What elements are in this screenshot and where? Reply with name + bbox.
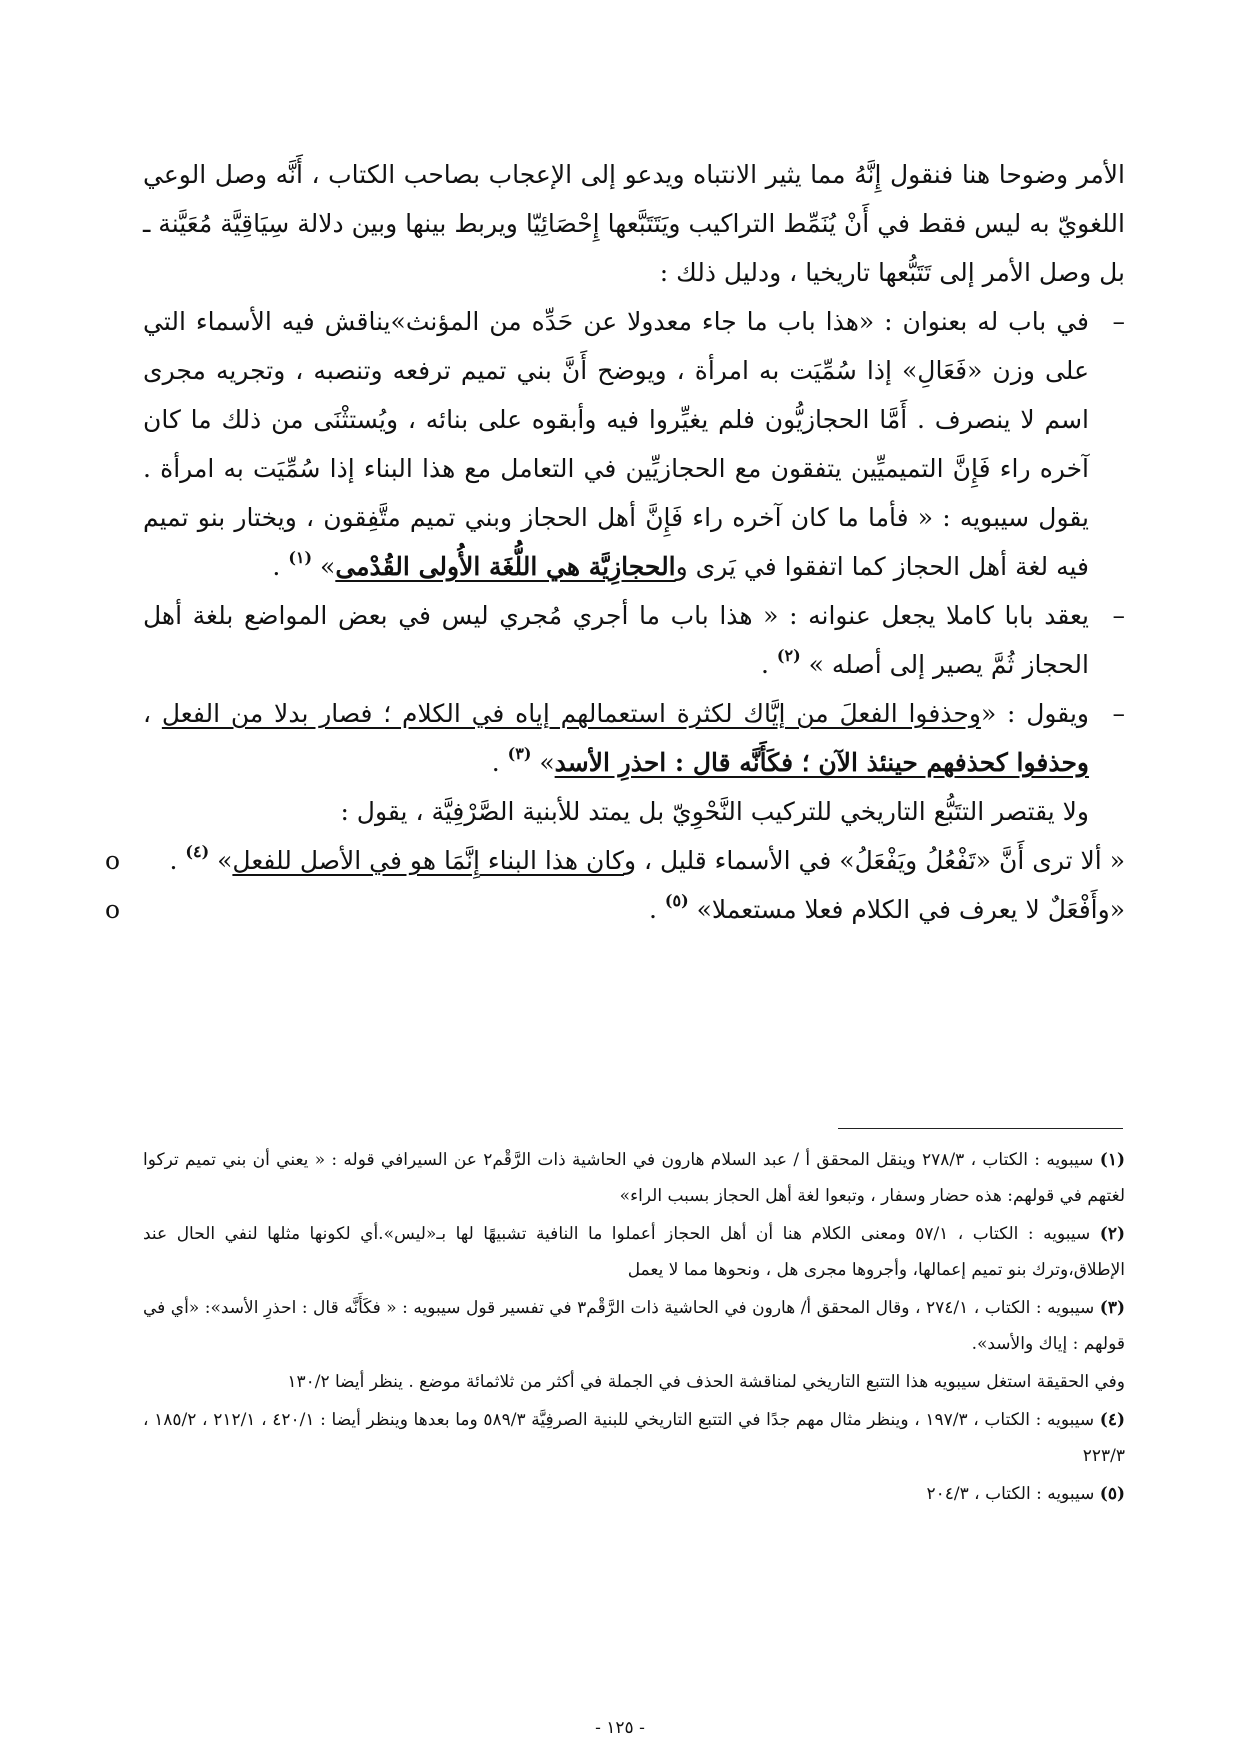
- footnote-number: (٥): [1099, 1484, 1125, 1504]
- morph-intro-paragraph: ولا يقتصر التتَبُّع التاريخي للتركيب النَّحْوِيّ بل يمتد للأبنية الصَّرْفِيَّة ، يقول :: [340, 797, 1089, 826]
- footnote-ref: (٥): [664, 891, 689, 910]
- sentence-end: .: [491, 748, 508, 777]
- footnote-text: سيبويه : الكتاب ، ٢٧٤/١ ، وقال المحقق أ/ هارون في الحاشية ذات الرَّقْم٣ في تفسير قول سيبويه : « فكَأَنَّه قال : احذرِ الأسد»: «أي في قولهم : إياك والأسد».: [143, 1298, 1125, 1354]
- bullet-text: يعقد بابا كاملا يجعل عنوانه : « هذا باب ما أجري مُجري ليس في بعض المواضع بلغة أهل الحجاز ثُمَّ يصير إلى أصله »: [143, 601, 1089, 679]
- circle-text: « ألا ترى أَنَّ «تَفْعُلُ ويَفْعَلُ» في الأسماء قليل ، و: [623, 846, 1125, 875]
- main-text: [105, 150, 1125, 934]
- footnote-number: (٤): [1099, 1410, 1126, 1430]
- circle-bullet-icon: o: [105, 846, 121, 875]
- footnote: [143, 1142, 1125, 1214]
- footnote: [143, 1402, 1125, 1474]
- footnote-ref: (٣): [507, 744, 532, 763]
- bullet-item: [143, 689, 1125, 787]
- intro-paragraph: الأمر وضوحا هنا فنقول إِنَّهُ مما يثير الانتباه ويدعو إلى الإعجاب بصاحب الكتاب ، أَنَّه وصل الوعي اللغويّ به ليس فقط في أَنْ يُنَمِّط التراكيب ويَتَتَبَّعها إِحْصَائِيّا ويربط بينها وبين دلالة سِيَاقِيَّة مُعَيَّنة ـ بل وصل الأمر إلى تَتَبُّعها تاريخيا ، ودليل ذلك :: [143, 160, 1125, 287]
- underlined-quote: كان هذا البناء إِنَّمَا هو في الأصل للفعل: [232, 846, 624, 875]
- footnote: [143, 1476, 1125, 1512]
- footnote-ref: (٤): [185, 842, 210, 861]
- footnote-text: سيبويه : الكتاب ، ٥٧/١ ومعنى الكلام هنا أن أهل الحجاز أعملوا ما النافية تشبيهًا لها بـ«ليس».أي لكونها مثلها لنفي الحال عند الإطلاق،وترك بنو تميم إعمالها، وأجروها مجرى هل ، ونحوها مما لا يعمل: [143, 1224, 1125, 1280]
- footnote-number: (٣): [1099, 1298, 1125, 1318]
- dash-bullet-icon: –: [1112, 699, 1125, 728]
- footnote-text: سيبويه : الكتاب ، ٢٧٨/٣ وينقل المحقق أ / عبد السلام هارون في الحاشية ذات الرَّقْم٢ عن السيرافي قوله : « يعني أن بني تميم تركوا لغتهم في قولهم: هذه حضار وسفار ، وتبعوا لغة أهل الحجاز بسبب الراء»: [143, 1150, 1125, 1206]
- footnote: [143, 1364, 1125, 1400]
- footnote: [143, 1216, 1125, 1288]
- quote-close: »: [217, 846, 233, 875]
- bullet-mid: ،: [143, 699, 162, 728]
- circle-bullet-item: [105, 836, 1125, 885]
- dash-bullet-icon: –: [1112, 601, 1125, 630]
- footnote-ref: (٢): [776, 646, 801, 665]
- footnote-text: وفي الحقيقة استغل سيبويه هذا التتبع التاريخي لمناقشة الحذف في الجملة في أكثر من ثلاثمائة موضع . ينظر أيضا ١٣٠/٢: [287, 1372, 1125, 1392]
- footnote-number: (١): [1099, 1150, 1126, 1170]
- circle-text: «وأَفْعَلٌ لا يعرف في الكلام فعلا مستعملا»: [696, 895, 1125, 924]
- footnote-text: سيبويه : الكتاب ، ٢٠٤/٣: [926, 1484, 1095, 1504]
- bullet-lead: ويقول : «: [980, 699, 1089, 728]
- footnote-ref: (١): [288, 548, 313, 567]
- sentence-end: .: [169, 846, 186, 875]
- sentence-end: .: [649, 895, 665, 924]
- underlined-quote: وحذفوا كحذفهم حينئذ الآن ؛ فكَأَنَّه قال : احذرِ الأسد: [554, 748, 1089, 777]
- quote-close: »: [320, 552, 336, 581]
- footnote: [143, 1290, 1125, 1362]
- underlined-quote: وحذفوا الفعلَ من إيَّاك لكثرة استعمالهم إياه في الكلام ؛ فصار بدلا من الفعل: [161, 699, 981, 728]
- footnote-text: سيبويه : الكتاب ، ١٩٧/٣ ، وينظر مثال مهم جدًا في التتبع التاريخي للبنية الصرفِيَّة ٥٨٩/٣ وما بعدها وينظر أيضا : ٤٢٠/١ ، ٢١٢/١ ، ١٨٥/٢ ، ٢٢٣/٣: [143, 1410, 1125, 1466]
- footnote-number: (٢): [1099, 1224, 1125, 1244]
- sentence-end: .: [272, 552, 289, 581]
- footnote-separator: [838, 1128, 1123, 1129]
- page-number: - ١٢٥ -: [595, 1718, 645, 1738]
- dash-bullet-icon: –: [1112, 307, 1125, 336]
- bullet-item: [143, 591, 1125, 689]
- bullet-text: في باب له بعنوان : «هذا باب ما جاء معدولا عن حَدِّه من المؤنث»يناقش فيه الأسماء التي على وزن «فَعَالِ» إذا سُمِّيَت به امرأة ، ويوضح أَنَّ بني تميم ترفعه وتنصبه ، وتجريه مجرى اسم لا ينصرف . أَمَّا الحجازيُّون فلم يغيِّروا فيه وأبقوه على بنائه ، ويُستثْنَى من ذلك ما كان آخره راء فَإِنَّ التميميِّين يتفقون مع الحجازيِّين في التعامل مع هذا البناء إذا سُمِّيَت به امرأة . يقول سيبويه : « فأما ما كان آخره راء فَإِنَّ أهل الحجاز وبني تميم متَّفِقون ، ويختار بنو تميم فيه لغة أهل الحجاز كما اتفقوا في يَرى و: [143, 307, 1089, 581]
- underlined-quote: الحجازِيَّة هي اللُّغَة الأُولى القُدْمى: [335, 552, 676, 581]
- sentence-end: .: [761, 650, 777, 679]
- quote-close: »: [539, 748, 555, 777]
- circle-bullet-item: [105, 885, 1125, 934]
- footnotes: [143, 1142, 1125, 1514]
- bullet-item: [143, 297, 1125, 591]
- circle-bullet-icon: o: [105, 895, 121, 924]
